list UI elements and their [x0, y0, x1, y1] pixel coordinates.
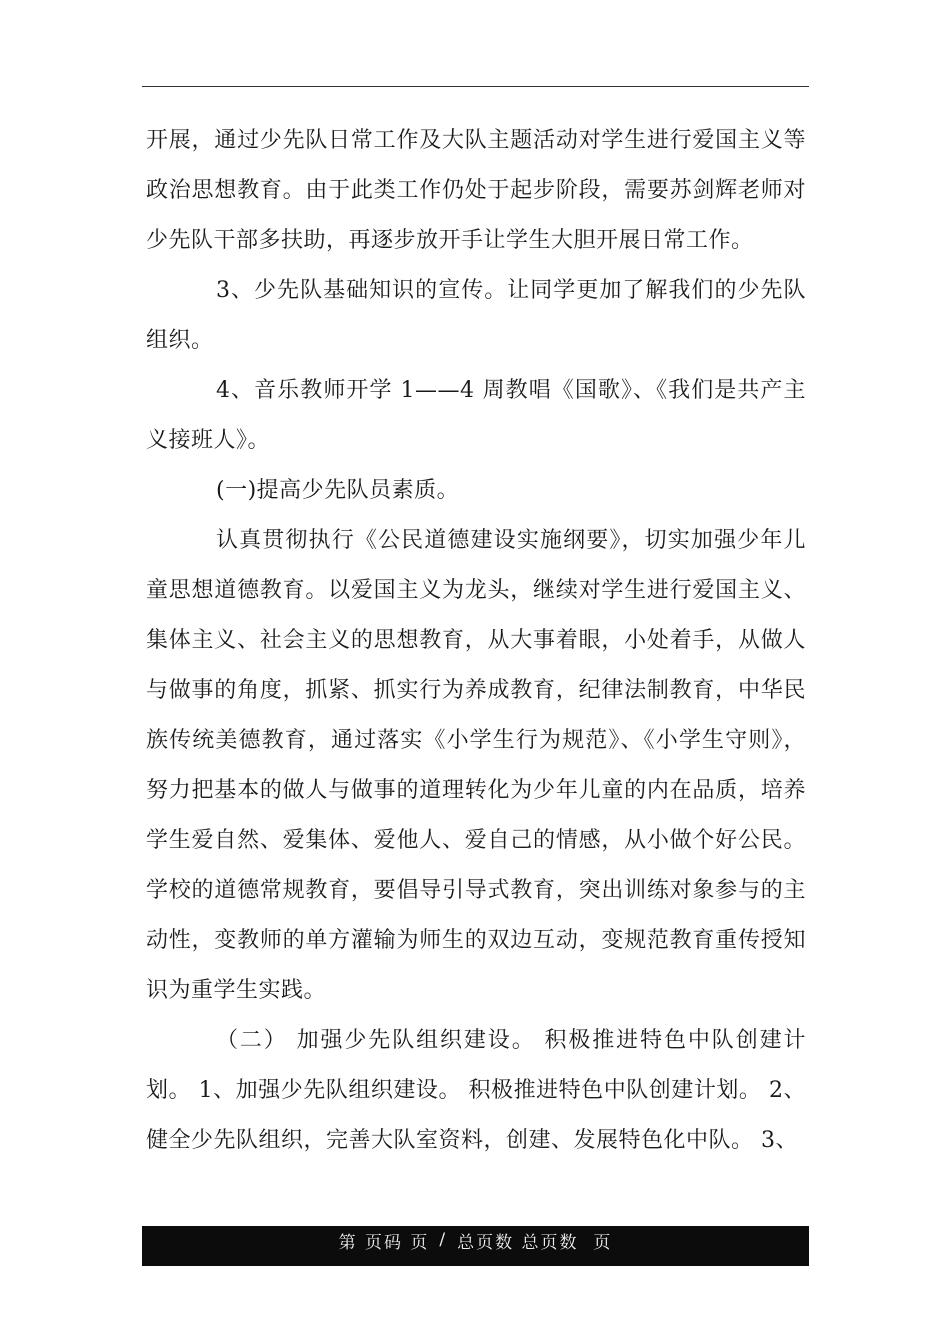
section-heading-1: (一)提高少先队员素质。	[216, 478, 460, 503]
section-heading-2: （二） 加强少先队组织建设。 积极推进特色中队创建计划。 1、加强少先队组织建设。 积极推进特色中队创建计划。 2、健全少先队组织，完善大队室资料，创建、发展特色化中队。 3、	[146, 1028, 806, 1153]
page-number-label: 第 页码 页	[338, 1232, 430, 1253]
paragraph-3: 4、音乐教师开学 1——4 周教唱《国歌》、《我们是共产主义接班人》。	[146, 378, 806, 453]
paragraph-2: 3、少先队基础知识的宣传。让同学更加了解我们的少先队组织。	[146, 278, 806, 353]
total-pages-label: 总页数 总页数 页	[457, 1232, 613, 1253]
header-rule	[142, 86, 809, 87]
paragraph-1: 开展，通过少先队日常工作及大队主题活动对学生进行爱国主义等政治思想教育。由于此类工作仍处于起步阶段，需要苏剑辉老师对少先队干部多扶助，再逐步放开手让学生大胆开展日常工作。	[146, 128, 806, 253]
page-separator: /	[439, 1230, 448, 1250]
page-footer	[142, 1226, 809, 1266]
paragraph-4: 认真贯彻执行《公民道德建设实施纲要》，切实加强少年儿童思想道德教育。以爱国主义为龙头，继续对学生进行爱国主义、集体主义、社会主义的思想教育，从大事着眼，小处着手，从做人与做事的角度，抓紧、抓实行为养成教育，纪律法制教育，中华民族传统美德教育，通过落实《小学生行为规范》、《小学生守则》，努力把基本的做人与做事的道理转化为少年儿童的内在品质，培养学生爱自然、爱集体、爱他人、爱自己的情感，从小做个好公民。学校的道德常规教育，要倡导引导式教育，突出训练对象参与的主动性，变教师的单方灌输为师生的双边互动，变规范教育重传授知识为重学生实践。	[146, 528, 806, 1003]
document-body	[146, 116, 806, 1166]
